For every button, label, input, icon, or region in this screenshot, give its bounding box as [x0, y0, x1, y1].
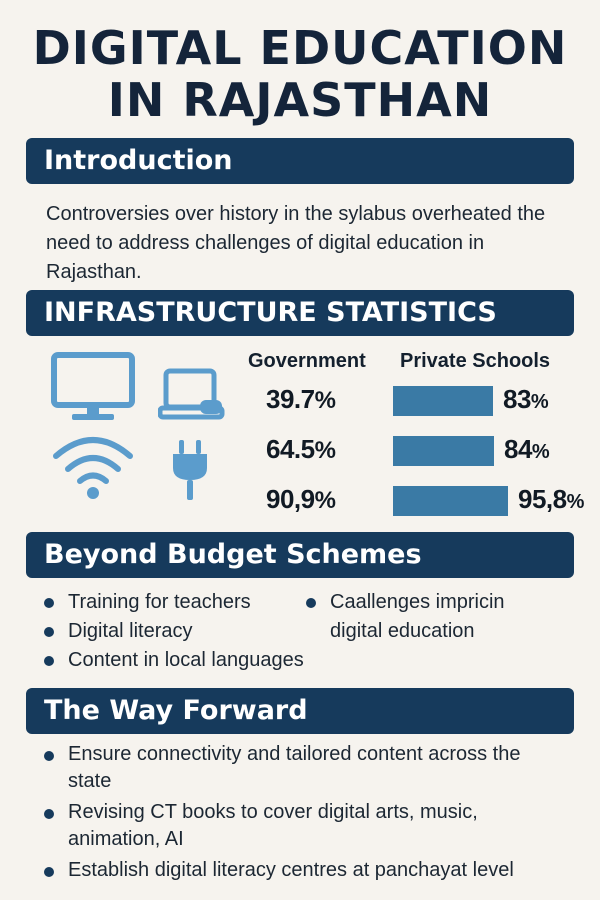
- list-item: Caallenges impricin digital education: [302, 588, 562, 646]
- power-plug-icon: [170, 438, 210, 502]
- percent-sign: %: [314, 437, 336, 464]
- introduction-text: Controversies over history in the sylabus overheated the need to address challenges of digital education in Rajasthan.: [46, 203, 546, 283]
- private-number: 84: [504, 434, 532, 464]
- budget-list-right: [302, 588, 562, 646]
- percent-sign: %: [531, 441, 550, 463]
- list-item: Revising CT books to cover digital arts, music, animation, AI: [40, 799, 560, 853]
- column-header-government: Government: [248, 350, 366, 372]
- percent-sign: %: [530, 391, 549, 413]
- private-number: 95,8: [518, 484, 567, 514]
- list-item: Digital literacy: [40, 617, 310, 646]
- list-item: Content in local languages: [40, 646, 310, 675]
- government-number: 64.5: [266, 434, 315, 464]
- private-value: [503, 384, 548, 415]
- private-value: [504, 434, 549, 465]
- government-value: [266, 384, 335, 415]
- list-item: Training for teachers: [40, 588, 310, 617]
- percent-sign: %: [566, 491, 584, 513]
- government-value: [266, 434, 335, 465]
- private-value: [518, 484, 584, 515]
- page-title: [0, 22, 600, 126]
- section-heading-infrastructure: INFRASTRUCTURE STATISTICS: [26, 290, 574, 336]
- way-forward-list: [40, 741, 560, 888]
- title-line-1: DIGITAL EDUCATION: [32, 21, 568, 75]
- laptop-icon: [158, 368, 228, 424]
- government-number: 90,9: [266, 484, 315, 514]
- percent-sign: %: [314, 387, 336, 414]
- government-number: 39.7: [266, 384, 315, 414]
- government-value: [266, 484, 335, 515]
- desktop-computer-icon: [50, 352, 136, 424]
- private-bar: [393, 486, 508, 516]
- percent-sign: %: [314, 487, 336, 514]
- wifi-icon: [52, 428, 134, 502]
- private-number: 83: [503, 384, 531, 414]
- budget-list-left: [40, 588, 310, 675]
- list-item: Ensure connectivity and tailored content across the state: [40, 741, 560, 795]
- section-heading-way-forward: The Way Forward: [26, 688, 574, 734]
- column-header-private: Private Schools: [400, 350, 551, 372]
- private-bar: [393, 436, 494, 466]
- section-heading-budget: Beyond Budget Schemes: [26, 532, 574, 578]
- title-line-2: IN RAJASTHAN: [107, 73, 493, 127]
- private-bar: [393, 386, 493, 416]
- section-heading-introduction: Introduction: [26, 138, 574, 184]
- list-item: Establish digital literacy centres at panchayat level: [40, 857, 560, 884]
